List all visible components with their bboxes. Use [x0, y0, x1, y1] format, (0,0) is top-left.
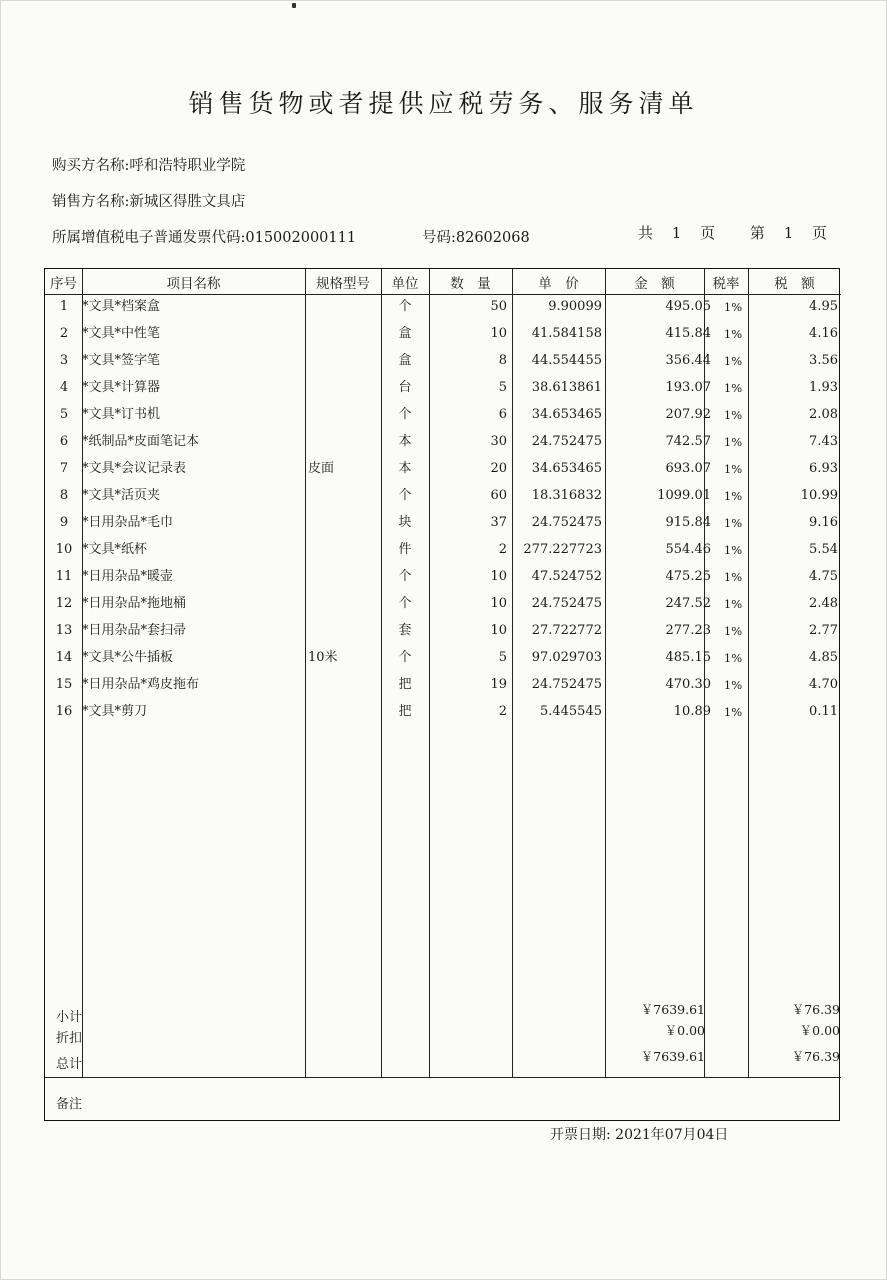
row-amount: 915.84 — [665, 515, 711, 530]
row-tax: 2.48 — [809, 596, 838, 611]
page-current: 1 — [783, 224, 794, 242]
row-price: 44.554455 — [531, 353, 602, 368]
row-idx: 9 — [59, 515, 69, 530]
scan-mark — [292, 3, 296, 8]
row-price: 27.722772 — [531, 623, 602, 638]
row-idx: 10 — [55, 542, 73, 557]
row-qty: 6 — [498, 407, 507, 422]
row-qty: 19 — [490, 677, 507, 692]
row-spec: 10米 — [308, 650, 338, 665]
row-amount: 277.23 — [665, 623, 711, 638]
row-price: 38.613861 — [531, 380, 602, 395]
row-unit: 件 — [398, 542, 412, 557]
row-price: 97.029703 — [531, 650, 602, 665]
row-qty: 60 — [490, 488, 507, 503]
remarks-divider — [45, 1077, 841, 1078]
row-unit: 块 — [398, 515, 412, 530]
table-row — [45, 325, 841, 345]
discount-amount: ￥0.00 — [664, 1023, 705, 1038]
page-current-prefix: 第 — [749, 224, 765, 242]
table-row — [45, 379, 841, 399]
row-price: 9.90099 — [548, 299, 602, 314]
page-total: 1 — [671, 224, 682, 242]
row-name: *日用杂品*毛巾 — [82, 515, 174, 530]
row-idx: 15 — [55, 677, 73, 692]
table-row — [45, 406, 841, 426]
header-tax: 税 额 — [774, 276, 815, 292]
table-row — [45, 622, 841, 642]
row-tax: 3.56 — [809, 353, 838, 368]
buyer-name: 购买方名称:呼和浩特职业学院 — [52, 158, 246, 174]
row-name: *文具*活页夹 — [82, 488, 161, 503]
row-rate: 1% — [723, 516, 743, 530]
invoice-code: 所属增值税电子普通发票代码:015002000111 — [52, 230, 357, 246]
subtotal-label: 小计 — [56, 1010, 83, 1025]
row-amount: 470.30 — [665, 677, 711, 692]
row-price: 34.653465 — [531, 461, 602, 476]
row-tax: 0.11 — [809, 704, 838, 719]
discount-label: 折扣 — [56, 1031, 83, 1046]
row-idx: 7 — [59, 461, 69, 476]
row-tax: 9.16 — [809, 515, 838, 530]
page-total-prefix: 共 — [638, 224, 654, 242]
row-amount: 1099.01 — [657, 488, 711, 503]
header-unit: 单位 — [391, 276, 419, 292]
row-qty: 5 — [498, 380, 507, 395]
row-qty: 20 — [490, 461, 507, 476]
page-indicator — [638, 222, 827, 243]
remarks-label: 备注 — [56, 1097, 83, 1112]
table-row — [45, 676, 841, 696]
table-row — [45, 487, 841, 507]
row-rate: 1% — [723, 300, 743, 314]
row-rate: 1% — [723, 651, 743, 665]
row-tax: 1.93 — [809, 380, 838, 395]
row-amount: 193.07 — [665, 380, 711, 395]
row-tax: 5.54 — [809, 542, 838, 557]
row-spec — [308, 514, 378, 532]
row-price: 24.752475 — [531, 434, 602, 449]
row-unit: 个 — [398, 596, 412, 611]
row-amount: 475.25 — [665, 569, 711, 584]
row-price: 277.227723 — [523, 542, 602, 557]
row-idx: 16 — [55, 704, 73, 719]
invoice-table — [44, 268, 840, 1121]
row-spec — [308, 487, 378, 505]
row-name: *文具*会议记录表 — [82, 461, 187, 476]
table-row — [45, 649, 841, 669]
row-idx: 5 — [59, 407, 69, 422]
total-tax: ￥76.39 — [791, 1049, 840, 1064]
row-name: *文具*中性笔 — [82, 326, 161, 341]
header-price: 单 价 — [538, 276, 579, 292]
row-amount: 485.15 — [665, 650, 711, 665]
row-tax: 4.85 — [809, 650, 838, 665]
row-tax: 4.70 — [809, 677, 838, 692]
row-spec — [308, 433, 378, 451]
invoice-number: 号码:82602068 — [422, 230, 530, 246]
table-row — [45, 433, 841, 453]
row-unit: 个 — [398, 650, 412, 665]
row-name: *文具*纸杯 — [82, 542, 148, 557]
row-rate: 1% — [723, 381, 743, 395]
row-unit: 把 — [398, 677, 412, 692]
row-name: *纸制品*皮面笔记本 — [82, 434, 200, 449]
row-spec — [308, 622, 378, 640]
table-row — [45, 514, 841, 534]
row-spec — [308, 325, 378, 343]
total-amount: ￥7639.61 — [640, 1049, 705, 1064]
row-rate: 1% — [723, 408, 743, 422]
total-label: 总计 — [56, 1057, 83, 1072]
row-qty: 2 — [498, 704, 507, 719]
row-idx: 6 — [59, 434, 69, 449]
row-idx: 2 — [59, 326, 69, 341]
row-rate: 1% — [723, 678, 743, 692]
seller-name: 销售方名称:新城区得胜文具店 — [52, 194, 246, 210]
row-rate: 1% — [723, 462, 743, 476]
table-row — [45, 352, 841, 372]
row-rate: 1% — [723, 327, 743, 341]
row-rate: 1% — [723, 705, 743, 719]
row-qty: 37 — [490, 515, 507, 530]
row-amount: 207.92 — [665, 407, 711, 422]
row-idx: 3 — [59, 353, 69, 368]
row-qty: 5 — [498, 650, 507, 665]
document-title: 销售货物或者提供应税劳务、服务清单 — [188, 89, 699, 118]
row-spec — [308, 406, 378, 424]
row-tax: 6.93 — [809, 461, 838, 476]
row-amount: 742.57 — [665, 434, 711, 449]
header-qty: 数 量 — [450, 276, 491, 292]
row-name: *文具*剪刀 — [82, 704, 148, 719]
row-unit: 本 — [398, 434, 412, 449]
row-price: 47.524752 — [531, 569, 602, 584]
row-idx: 14 — [55, 650, 73, 665]
row-qty: 30 — [490, 434, 507, 449]
row-price: 24.752475 — [531, 596, 602, 611]
row-unit: 个 — [398, 488, 412, 503]
row-amount: 693.07 — [665, 461, 711, 476]
row-unit: 个 — [398, 569, 412, 584]
header-rate: 税率 — [712, 276, 740, 292]
row-price: 5.445545 — [539, 704, 602, 719]
row-amount: 554.46 — [665, 542, 711, 557]
table-row — [45, 568, 841, 588]
row-tax: 2.08 — [809, 407, 838, 422]
row-unit: 把 — [398, 704, 412, 719]
row-spec — [308, 676, 378, 694]
row-price: 24.752475 — [531, 677, 602, 692]
row-spec — [308, 568, 378, 586]
row-amount: 10.89 — [673, 704, 711, 719]
row-spec — [308, 379, 378, 397]
row-qty: 50 — [490, 299, 507, 314]
row-rate: 1% — [723, 354, 743, 368]
row-name: *文具*签字笔 — [82, 353, 161, 368]
table-row — [45, 460, 841, 480]
row-amount: 415.84 — [665, 326, 711, 341]
row-name: *文具*档案盒 — [82, 299, 161, 314]
row-name: *日用杂品*鸡皮拖布 — [82, 677, 200, 692]
row-qty: 10 — [490, 569, 507, 584]
row-name: *日用杂品*拖地桶 — [82, 596, 187, 611]
row-rate: 1% — [723, 435, 743, 449]
row-amount: 247.52 — [665, 596, 711, 611]
row-spec: 皮面 — [308, 461, 335, 476]
row-name: *日用杂品*暖壶 — [82, 569, 174, 584]
row-tax: 10.99 — [800, 488, 838, 503]
row-qty: 10 — [490, 596, 507, 611]
row-qty: 8 — [498, 353, 507, 368]
row-tax: 4.95 — [809, 299, 838, 314]
subtotal-tax: ￥76.39 — [791, 1002, 840, 1017]
row-idx: 12 — [55, 596, 73, 611]
row-amount: 356.44 — [665, 353, 711, 368]
table-row — [45, 298, 841, 318]
row-qty: 10 — [490, 623, 507, 638]
row-idx: 11 — [55, 569, 73, 584]
row-name: *文具*公牛插板 — [82, 650, 174, 665]
row-qty: 2 — [498, 542, 507, 557]
row-qty: 10 — [490, 326, 507, 341]
row-price: 24.752475 — [531, 515, 602, 530]
row-name: *文具*计算器 — [82, 380, 161, 395]
header-amount: 金 额 — [634, 276, 675, 292]
row-rate: 1% — [723, 624, 743, 638]
row-unit: 盒 — [398, 326, 412, 341]
row-rate: 1% — [723, 597, 743, 611]
row-price: 18.316832 — [531, 488, 602, 503]
row-rate: 1% — [723, 543, 743, 557]
row-spec — [308, 298, 378, 316]
table-row — [45, 703, 841, 723]
row-spec — [308, 352, 378, 370]
table-row — [45, 541, 841, 561]
row-rate: 1% — [723, 570, 743, 584]
subtotal-amount: ￥7639.61 — [640, 1002, 705, 1017]
header-idx: 序号 — [50, 276, 77, 292]
row-idx: 1 — [59, 299, 69, 314]
row-spec — [308, 703, 378, 721]
row-amount: 495.05 — [665, 299, 711, 314]
header-divider — [45, 294, 841, 295]
row-unit: 个 — [398, 407, 412, 422]
row-unit: 盒 — [398, 353, 412, 368]
row-spec — [308, 541, 378, 559]
row-rate: 1% — [723, 489, 743, 503]
row-tax: 7.43 — [809, 434, 838, 449]
row-unit: 台 — [398, 380, 412, 395]
row-tax: 4.75 — [809, 569, 838, 584]
discount-tax: ￥0.00 — [799, 1023, 840, 1038]
row-idx: 8 — [59, 488, 69, 503]
row-spec — [308, 595, 378, 613]
header-name: 项目名称 — [166, 276, 221, 292]
row-price: 41.584158 — [531, 326, 602, 341]
row-tax: 2.77 — [809, 623, 838, 638]
row-idx: 13 — [55, 623, 73, 638]
row-name: *日用杂品*套扫帚 — [82, 623, 187, 638]
row-tax: 4.16 — [809, 326, 838, 341]
issue-date: 开票日期: 2021年07月04日 — [550, 1127, 729, 1143]
row-unit: 个 — [398, 299, 412, 314]
page-total-suffix: 页 — [700, 224, 716, 242]
row-price: 34.653465 — [531, 407, 602, 422]
page-current-suffix: 页 — [812, 224, 828, 242]
row-idx: 4 — [59, 380, 69, 395]
row-name: *文具*订书机 — [82, 407, 161, 422]
table-row — [45, 595, 841, 615]
header-spec: 规格型号 — [316, 276, 370, 292]
row-unit: 套 — [398, 623, 412, 638]
row-unit: 本 — [398, 461, 412, 476]
